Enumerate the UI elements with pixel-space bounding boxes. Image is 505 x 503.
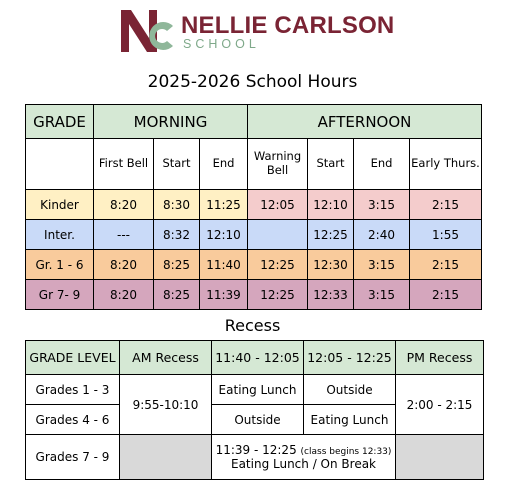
cell: 2:15 [410,190,482,220]
cell: 12:25 [308,220,354,250]
cell: 8:25 [154,250,200,280]
cell: 8:32 [154,220,200,250]
cell: 12:25 [248,250,308,280]
row-grade: Kinder [26,190,94,220]
afternoon-header: AFTERNOON [248,105,482,139]
warning-bell-header: Warning Bell [248,139,308,190]
row-grade: Grades 4 - 6 [26,405,120,435]
pm-recess-time: 2:00 - 2:15 [396,375,484,435]
slot1-header: 11:40 - 12:05 [212,341,304,375]
row-grade: Grades 1 - 3 [26,375,120,405]
nc-logo-icon [119,6,175,54]
pm-end-header: End [354,139,410,190]
recess-header-row [26,341,484,375]
cell: 3:15 [354,250,410,280]
cell: 2:15 [410,250,482,280]
cell: Eating Lunch [212,375,304,405]
slot2-header: 12:05 - 12:25 [304,341,396,375]
am-end-header: End [200,139,248,190]
g79-time: 11:39 - 12:25 [215,443,297,457]
school-logo [119,6,395,56]
cell: 1:55 [410,220,482,250]
cell: 12:05 [248,190,308,220]
morning-header: MORNING [94,105,248,139]
table-row-kinder [26,190,482,220]
blank-cell [120,435,212,480]
row-grade: Gr. 1 - 6 [26,250,94,280]
page-title: 2025-2026 School Hours [147,72,358,92]
school-hours-table [25,104,482,310]
cell: 12:33 [308,280,354,310]
cell: 2:40 [354,220,410,250]
table-row-gr1-6 [26,250,482,280]
logo-name: NELLIE CARLSON [181,12,395,39]
recess-row-grades-1-3 [26,375,484,405]
hours-header-row [26,105,482,139]
logo-sub: SCHOOL [183,37,260,51]
row-grade: Gr 7- 9 [26,280,94,310]
cell: 12:10 [308,190,354,220]
cell: 8:20 [94,280,154,310]
recess-table [25,340,484,480]
g79-activity: Eating Lunch / On Break [230,457,377,471]
cell: 11:39 [200,280,248,310]
grade-level-header: GRADE LEVEL [26,341,120,375]
first-bell-header: First Bell [94,139,154,190]
g79-lunch-cell [212,435,396,480]
cell: 11:40 [200,250,248,280]
grade-header: GRADE [26,105,94,139]
cell: 2:15 [410,280,482,310]
cell: 8:20 [94,190,154,220]
cell: 12:25 [248,280,308,310]
g79-note: (class begins 12:33) [300,447,392,457]
table-row-inter [26,220,482,250]
table-row-gr7-9 [26,280,482,310]
cell: --- [94,220,154,250]
cell: 11:25 [200,190,248,220]
cell: Outside [212,405,304,435]
pm-start-header: Start [308,139,354,190]
recess-row-grades-7-9 [26,435,484,480]
cell [248,220,308,250]
blank-cell [26,139,94,190]
cell: 8:30 [154,190,200,220]
row-grade: Inter. [26,220,94,250]
hours-subheader-row [26,139,482,190]
row-grade: Grades 7 - 9 [26,435,120,480]
cell: Eating Lunch [304,405,396,435]
am-recess-header: AM Recess [120,341,212,375]
am-recess-time: 9:55-10:10 [120,375,212,435]
early-thurs-header: Early Thurs. [410,139,482,190]
recess-title: Recess [224,316,281,335]
pm-recess-header: PM Recess [396,341,484,375]
cell: 3:15 [354,280,410,310]
cell: 12:10 [200,220,248,250]
blank-cell [396,435,484,480]
am-start-header: Start [154,139,200,190]
cell: 8:20 [94,250,154,280]
cell: 12:30 [308,250,354,280]
cell: 3:15 [354,190,410,220]
cell: Outside [304,375,396,405]
cell: 8:25 [154,280,200,310]
